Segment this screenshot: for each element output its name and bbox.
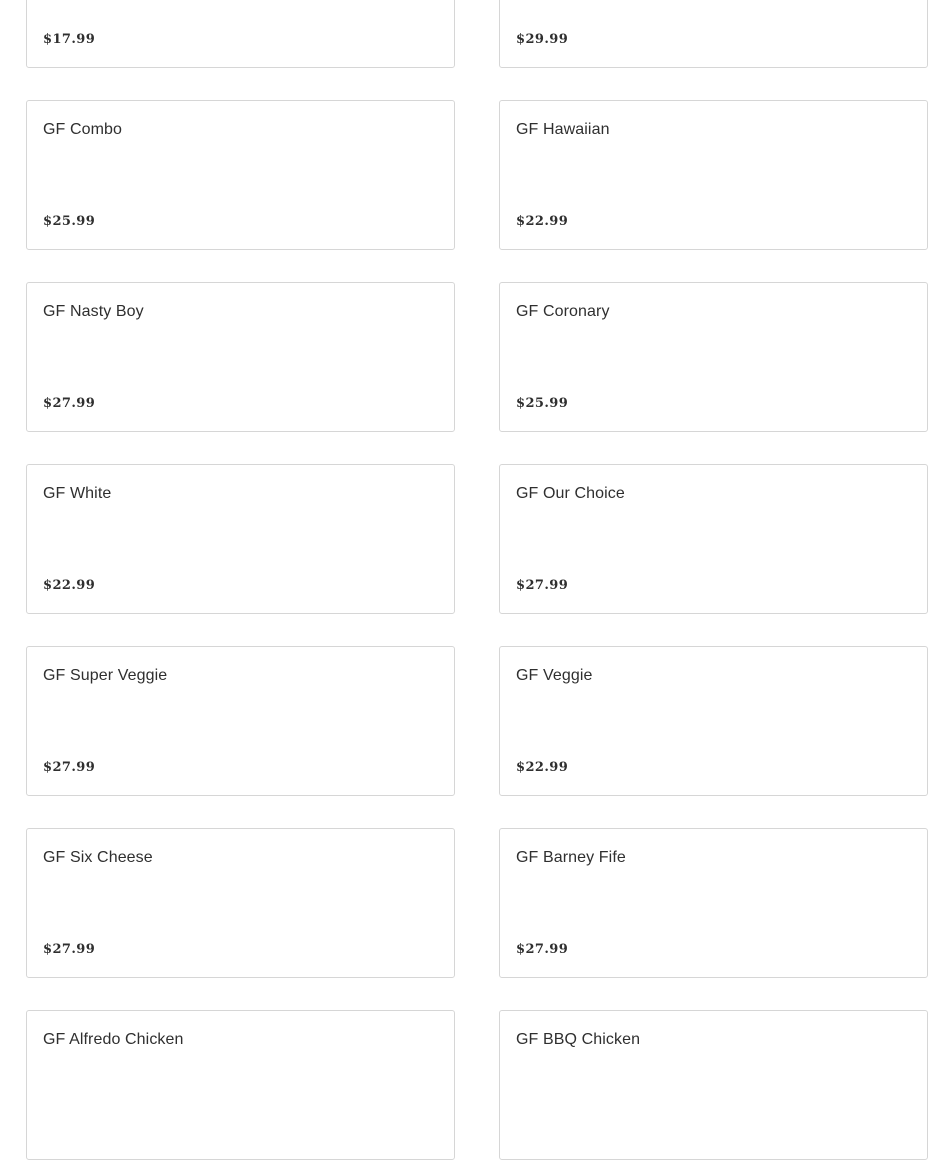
menu-item-card[interactable] xyxy=(26,0,455,68)
menu-item-card[interactable] xyxy=(499,282,928,432)
menu-item-name: GF Combo xyxy=(43,121,123,138)
menu-item-name: GF White xyxy=(43,485,112,502)
menu-item-card[interactable] xyxy=(499,100,928,250)
menu-item-card[interactable] xyxy=(26,646,455,796)
menu-item-name: GF Our Choice xyxy=(516,485,625,502)
menu-item-price: $29.99 xyxy=(516,32,569,47)
menu-item-card[interactable] xyxy=(26,828,455,978)
menu-item-price: $27.99 xyxy=(43,760,96,775)
menu-item-name: GF BBQ Chicken xyxy=(516,1031,641,1048)
menu-item-name: GF Barney Fife xyxy=(516,849,626,866)
menu-item-card[interactable] xyxy=(499,464,928,614)
menu-item-price: $27.99 xyxy=(516,942,569,957)
menu-item-card[interactable] xyxy=(499,0,928,68)
menu-item-name: GF Six Cheese xyxy=(43,849,153,866)
menu-item-price: $27.99 xyxy=(516,578,569,593)
menu-item-card[interactable] xyxy=(499,828,928,978)
menu-item-price: $27.99 xyxy=(43,396,96,411)
menu-item-name: GF Alfredo Chicken xyxy=(43,1031,184,1048)
menu-item-price: $17.99 xyxy=(43,32,96,47)
menu-item-name: GF Veggie xyxy=(516,667,593,684)
menu-item-name: GF Super Veggie xyxy=(43,667,168,684)
menu-item-price: $25.99 xyxy=(516,396,569,411)
menu-item-price: $22.99 xyxy=(43,578,96,593)
menu-item-price: $27.99 xyxy=(43,942,96,957)
menu-item-card[interactable] xyxy=(26,1010,455,1160)
menu-item-name: GF Nasty Boy xyxy=(43,303,144,320)
menu-item-card[interactable] xyxy=(26,464,455,614)
menu-item-card[interactable] xyxy=(499,646,928,796)
menu-item-price: $25.99 xyxy=(43,214,96,229)
menu-item-card[interactable] xyxy=(26,282,455,432)
menu-item-card[interactable] xyxy=(499,1010,928,1160)
menu-item-name: GF Coronary xyxy=(516,303,610,320)
menu-item-card[interactable] xyxy=(26,100,455,250)
menu-item-name: GF Hawaiian xyxy=(516,121,610,138)
menu-item-grid xyxy=(26,0,928,1160)
menu-item-price: $22.99 xyxy=(516,214,569,229)
menu-item-price: $22.99 xyxy=(516,760,569,775)
